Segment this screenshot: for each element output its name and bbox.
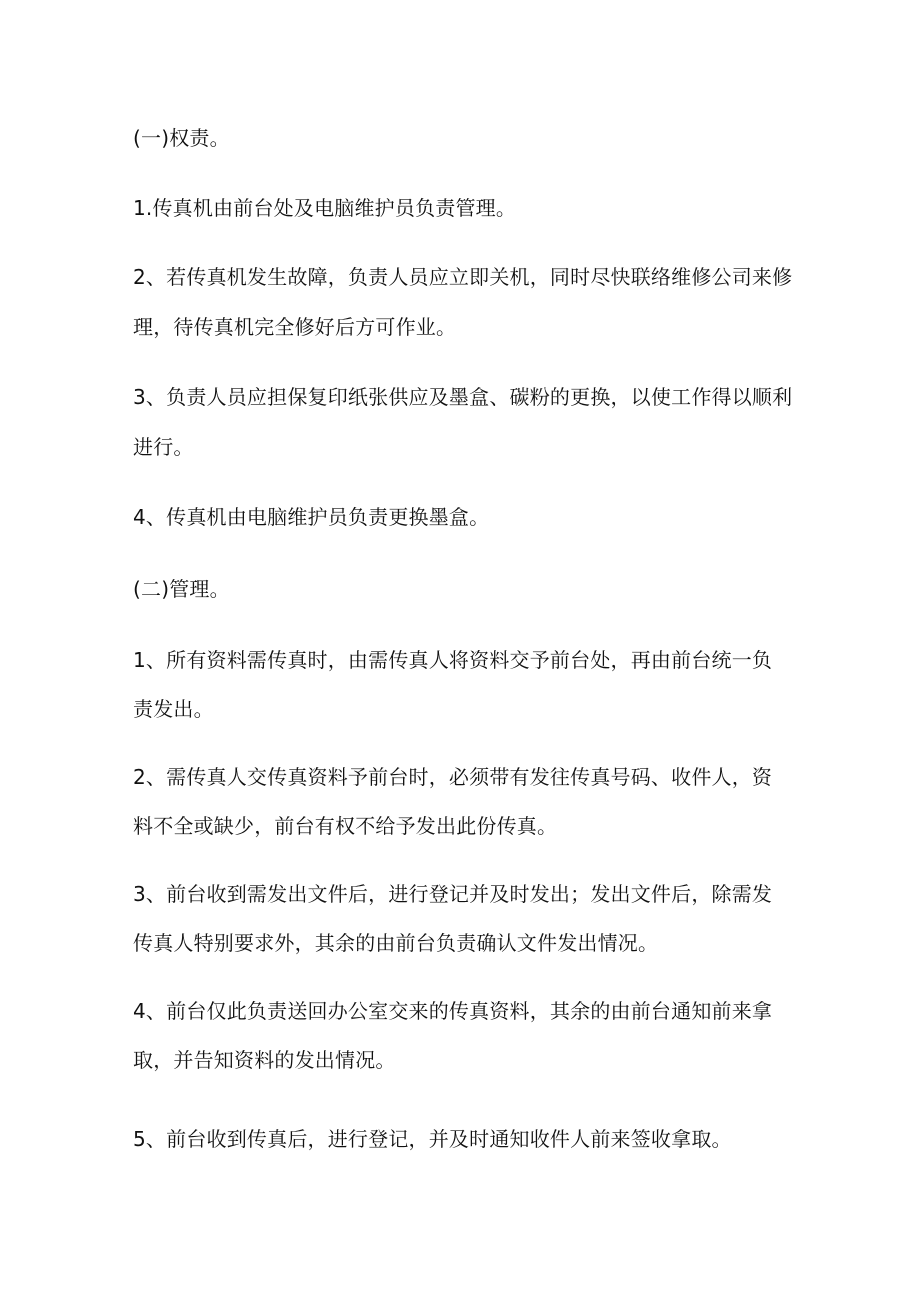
section2-item5: 5、前台收到传真后，进行登记，并及时通知收件人前来签收拿取。 [133, 1127, 732, 1151]
section2-item3-line1: 3、前台收到需发出文件后，进行登记并及时发出；发出文件后，除需发 [133, 882, 773, 906]
section2-item3-line2: 传真人特别要求外，其余的由前台负责确认文件发出情况。 [133, 931, 659, 955]
section2-item4-line1: 4、前台仅此负责送回办公室交来的传真资料，其余的由前台通知前来拿 [133, 999, 773, 1023]
section2-item4-line2: 取，并告知资料的发出情况。 [133, 1048, 396, 1072]
section1-item2-line2: 理，待传真机完全修好后方可作业。 [133, 315, 457, 339]
section2-heading: (二)管理。 [133, 577, 230, 601]
section1-item3-line1: 3、负责人员应担保复印纸张供应及墨盒、碳粉的更换，以使工作得以顺利 [133, 385, 793, 409]
section2-item2-line1: 2、需传真人交传真资料予前台时，必须带有发往传真号码、收件人，资 [133, 765, 773, 789]
section2-item1-line1: 1、所有资料需传真时，由需传真人将资料交予前台处，再由前台统一负 [133, 648, 773, 672]
section1-item2-line1: 2、若传真机发生故障，负责人员应立即关机，同时尽快联络维修公司来修 [133, 265, 793, 289]
section2-item2-line2: 料不全或缺少，前台有权不给予发出此份传真。 [133, 814, 558, 838]
section1-item3-line2: 进行。 [133, 435, 194, 459]
section1-item4: 4、传真机由电脑维护员负责更换墨盒。 [133, 505, 490, 529]
section2-item1-line2: 责发出。 [133, 697, 214, 721]
section1-item1: 1.传真机由前台处及电脑维护员负责管理。 [133, 196, 517, 220]
section1-heading: (一)权责。 [133, 126, 230, 150]
